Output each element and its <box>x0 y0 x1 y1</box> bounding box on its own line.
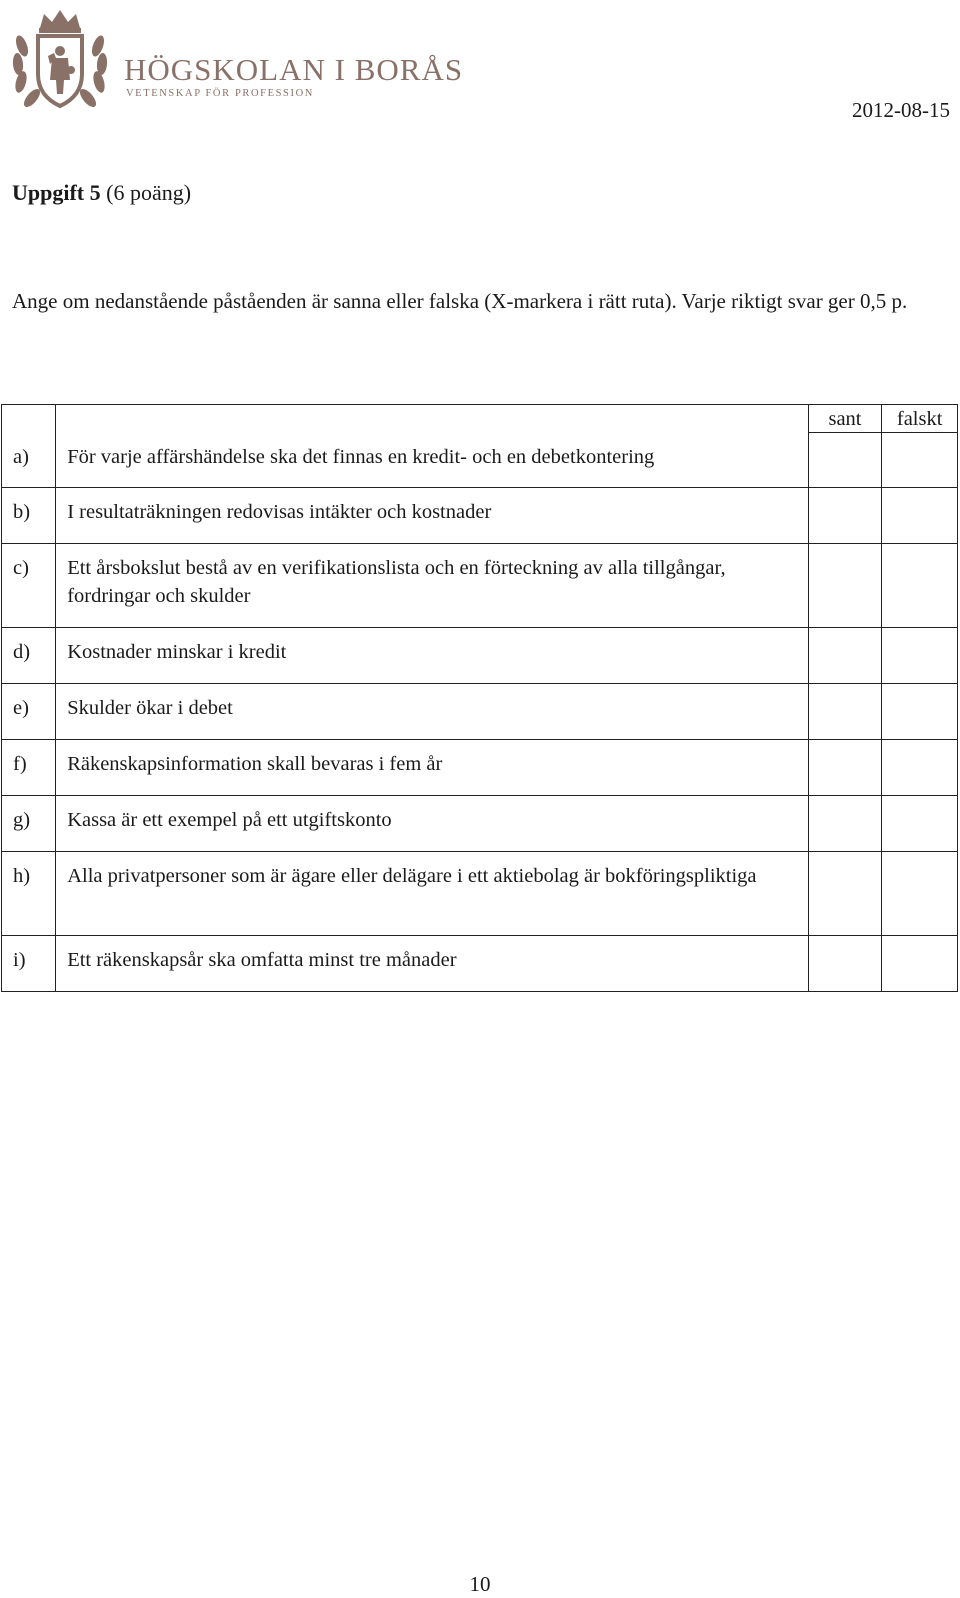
page-number: 10 <box>469 1572 491 1596</box>
statement-letter: e) <box>2 684 56 740</box>
task-heading <box>12 180 191 206</box>
institution-tagline: VETENSKAP FÖR PROFESSION <box>126 88 314 99</box>
statement-row <box>2 796 958 852</box>
falskt-checkbox[interactable] <box>882 628 958 684</box>
statement-text: Skulder ökar i debet <box>56 684 809 740</box>
statement-table <box>1 404 958 992</box>
sant-checkbox[interactable] <box>808 852 882 936</box>
statement-letter: d) <box>2 628 56 684</box>
statement-row <box>2 936 958 992</box>
statement-row <box>2 433 958 488</box>
statement-row <box>2 488 958 544</box>
falskt-checkbox[interactable] <box>882 796 958 852</box>
statement-text: Ett räkenskapsår ska omfatta minst tre månader <box>56 936 809 992</box>
university-logo <box>8 6 468 118</box>
task-points: (6 poäng) <box>106 180 192 205</box>
document-date: 2012-08-15 <box>852 98 950 122</box>
empty-header-cell <box>2 405 56 433</box>
statement-row <box>2 544 958 628</box>
statement-text: Ett årsbokslut bestå av en verifikationslista och en förteckning av alla tillgångar, fordringar och skulder <box>56 544 809 628</box>
crest-icon <box>8 6 112 118</box>
institution-name: HÖGSKOLAN I BORÅS <box>124 52 464 87</box>
sant-checkbox[interactable] <box>808 488 882 544</box>
task-title: Uppgift 5 <box>12 180 101 205</box>
falskt-checkbox[interactable] <box>882 740 958 796</box>
statement-row <box>2 628 958 684</box>
statement-text: I resultaträkningen redovisas intäkter och kostnader <box>56 488 809 544</box>
falskt-checkbox[interactable] <box>882 684 958 740</box>
statement-text: Alla privatpersoner som är ägare eller delägare i ett aktiebolag är bokföringspliktiga <box>56 852 809 936</box>
statement-row <box>2 852 958 936</box>
sant-checkbox[interactable] <box>808 544 882 628</box>
empty-header-cell <box>56 405 809 433</box>
falskt-checkbox[interactable] <box>882 433 958 488</box>
sant-checkbox[interactable] <box>808 740 882 796</box>
falskt-checkbox[interactable] <box>882 936 958 992</box>
statement-letter: h) <box>2 852 56 936</box>
sant-checkbox[interactable] <box>808 796 882 852</box>
header-row <box>2 405 958 433</box>
sant-checkbox[interactable] <box>808 684 882 740</box>
statement-letter: i) <box>2 936 56 992</box>
statement-letter: f) <box>2 740 56 796</box>
column-header-falskt: falskt <box>882 405 958 433</box>
statement-letter: a) <box>2 433 56 488</box>
sant-checkbox[interactable] <box>808 433 882 488</box>
statement-letter: c) <box>2 544 56 628</box>
sant-checkbox[interactable] <box>808 628 882 684</box>
falskt-checkbox[interactable] <box>882 488 958 544</box>
statement-letter: g) <box>2 796 56 852</box>
task-instruction: Ange om nedanstående påståenden är sanna eller falska (X-markera i rätt ruta). Varje riktigt svar ger 0,5 p. <box>12 289 908 313</box>
statement-text: För varje affärshändelse ska det finnas en kredit- och en debetkontering <box>56 433 809 488</box>
statement-letter: b) <box>2 488 56 544</box>
column-header-sant: sant <box>808 405 882 433</box>
statement-text: Kostnader minskar i kredit <box>56 628 809 684</box>
statement-row <box>2 740 958 796</box>
falskt-checkbox[interactable] <box>882 852 958 936</box>
sant-checkbox[interactable] <box>808 936 882 992</box>
statement-text: Kassa är ett exempel på ett utgiftskonto <box>56 796 809 852</box>
falskt-checkbox[interactable] <box>882 544 958 628</box>
statement-row <box>2 684 958 740</box>
statement-text: Räkenskapsinformation skall bevaras i fem år <box>56 740 809 796</box>
